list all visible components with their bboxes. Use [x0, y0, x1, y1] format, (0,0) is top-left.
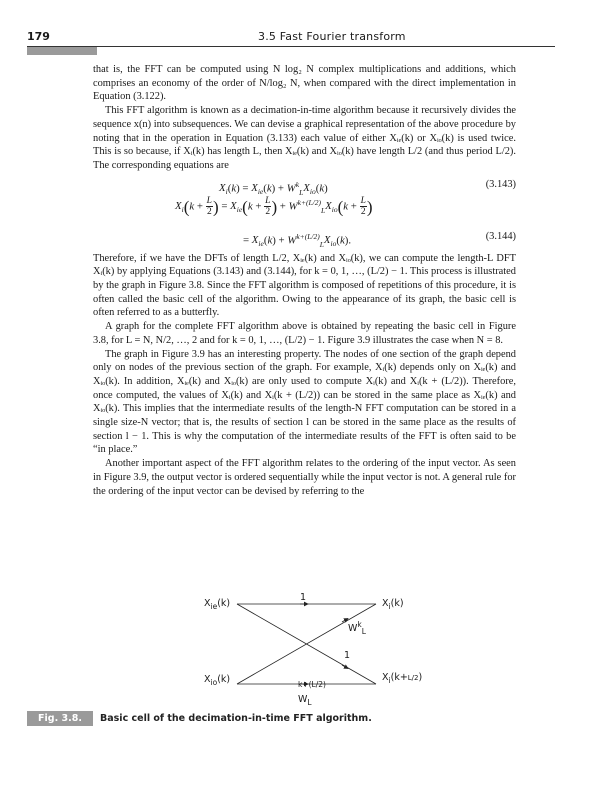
- equation-number-3-144: (3.144): [485, 230, 516, 242]
- weight-diag-down: $W^k_L$: [348, 620, 366, 637]
- weight-bottom: $^{k+(L/2)}$ $W_L$: [298, 680, 326, 708]
- paragraph-6: Another important aspect of the FFT algorithm relates to the ordering of the input vector. As seen in Figure 3.9, the output vector is ordered sequentially while the input vector is not. A general rule for the ordering of the input vector can be devised by referring to the: [93, 458, 516, 497]
- node-label-xio: $X_{io}(k)$: [204, 674, 231, 687]
- node-label-xi-shift: $X_i(k+L/2)$: [382, 672, 423, 685]
- equation-block: [93, 176, 516, 248]
- page-number: 179: [27, 30, 50, 43]
- equation-3-144-line1: $X_i(k$ + $\frac{L}{2}$ ) = $X_{ie}(k$ + $\frac{L}{2}$ ) + $W^{k+(L/2)}_LX_{io}(k$ + $\frac{L}{2}$ ): [175, 196, 373, 218]
- butterfly-diagram: [190, 588, 423, 710]
- equation-number-3-143: (3.143): [485, 178, 516, 190]
- figure-caption: Basic cell of the decimation-in-time FFT algorithm.: [100, 713, 372, 724]
- page-header: [0, 0, 608, 58]
- paragraph-4: A graph for the complete FFT algorithm above is obtained by repeating the basic cell in Figure 3.8, for L = N, N/2, …, 2 and for k = 0, 1, …, (L/2) − 1. Figure 3.9 illustrates the case when N = 8.: [93, 321, 516, 346]
- header-accent-bar: [27, 47, 97, 55]
- node-label-xi: $X_i(k)$: [382, 598, 404, 611]
- weight-diag-up: 1: [344, 650, 351, 661]
- weight-top: 1: [300, 592, 307, 603]
- body-text: [93, 63, 516, 498]
- paragraph-5: The graph in Figure 3.9 has an interesting property. The nodes of one section of the graph depend only on nodes of the previous section of the graph. For example, Xᵢ(k) depends only on Xᵢₑ(k) and Xᵢₒ(k). In addition, Xᵢₑ(k) and Xᵢₒ(k) are only used to compute Xᵢ(k) and Xᵢ(k + (L/2)). Therefore, once computed, the values of Xᵢ(k) and Xᵢ(k + (L/2)) can be stored in the same place as Xᵢₑ(k) and Xᵢₒ(k). This implies that the intermediate results of the length-N FFT computation can be stored in a single size-N vector; that is, the results of section l can be stored in the same place as the results of section l − 1. This is why the computation of the intermediate results of the FFT is often said to be “in place.”: [93, 348, 516, 456]
- figure-label: Fig. 3.8.: [27, 711, 93, 726]
- equation-3-144-line2: = $X_{ie}(k) + W^{k+(L/2)}_LX_{io}(k)$.: [243, 231, 352, 249]
- equation-3-143: $X_i(k) = X_{ie}(k) + W^k_LX_{io}(k)$: [219, 179, 328, 197]
- node-label-xie: $X_{ie}(k)$: [204, 598, 231, 611]
- paragraph-1: that is, the FFT can be computed using N log₂ N complex multiplications and additions, which comprises an economy of the order of N/log₂ N, when compared with the direct implementation in Equation (3.122).: [93, 64, 516, 103]
- arrow-diag-down: [342, 665, 348, 669]
- paragraph-2: This FFT algorithm is known as a decimation-in-time algorithm because it recursively divides the sequence x(n) into subsequences. We can devise a graphical representation of the above procedure by noting that in the operation in Equation (3.133) each value of either Xᵢₑ(k) or Xᵢₒ(k) is used twice. This is so because, if Xᵢ(k) has length L, then Xᵢₑ(k) and Xᵢₒ(k) have length L/2 (and thus period L/2). The corresponding equations are: [93, 105, 516, 171]
- paragraph-3: Therefore, if we have the DFTs of length L/2, Xᵢₑ(k) and Xᵢₒ(k), we can compute the length-L DFT Xᵢ(k) by applying Equations (3.143) and (3.144), for k = 0, 1, …, (L/2) − 1. This process is illustrated by the graph in Figure 3.8. Since the FFT algorithm is composed of repetitions of this procedure, it is often called the basic cell of the algorithm. Owing to the appearance of its graph, the basic cell is often referred to as a butterfly.: [93, 252, 516, 319]
- header-rule: [27, 46, 555, 47]
- running-head: 3.5 Fast Fourier transform: [258, 30, 406, 43]
